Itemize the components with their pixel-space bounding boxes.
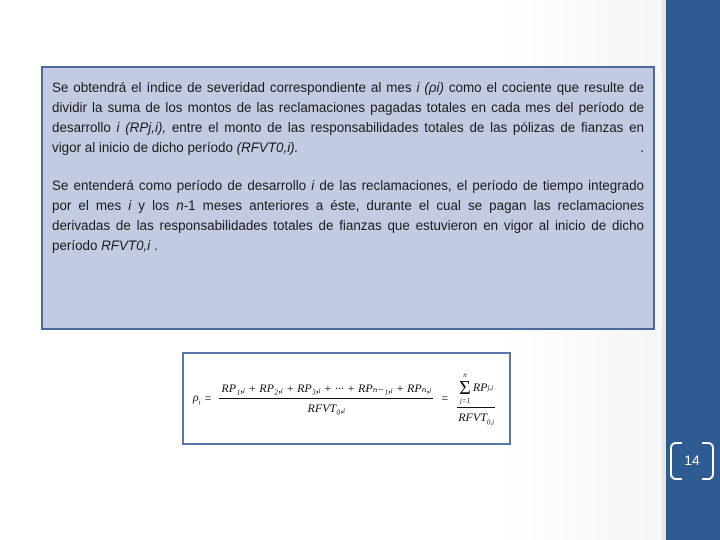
para2-italic-1: i xyxy=(311,178,315,193)
summation-symbol: n Σ j=1 xyxy=(459,370,471,405)
formula-denominator-1: RFVT₀,ᵢ xyxy=(307,400,346,415)
formula-numerator-1: RP₁,ᵢ + RP₂,ᵢ + RP₃,ᵢ + ··· + RPₙ₋₁,ᵢ + RPₙ,ᵢ xyxy=(219,381,433,399)
slide-number-bracket-left xyxy=(670,442,682,480)
para1-italic-2: i (RPj,i), xyxy=(116,120,167,135)
para1-text-3: entre el monto de las responsabilidades totales de las pólizas de fianzas en vigor al inicio de dicho período xyxy=(52,120,644,155)
paragraph-development-period xyxy=(52,176,644,256)
para2-text-4: -1 meses anteriores a éste, durante el cual se pagan las reclamaciones derivadas de las responsabilidades totales de fianzas que estuvieron en vigor al inicio de dicho período xyxy=(52,198,644,253)
formula-fraction-1 xyxy=(219,381,433,416)
slide-number-bracket-right xyxy=(702,442,714,480)
para2-text-1: Se entenderá como período de desarrollo xyxy=(52,178,312,193)
paragraph-severity-index xyxy=(52,78,644,158)
para1-trailing-dot: . xyxy=(640,140,644,155)
para2-text-5: . xyxy=(150,238,158,253)
formula-lhs: $\rho_i$ xyxy=(192,390,201,407)
para2-italic-2: i xyxy=(128,198,132,213)
formula-equals-2: = xyxy=(441,390,449,405)
para1-text-2: como el cociente que resulte de dividir la suma de los montos de las reclamaciones pagadas totales en cada mes del período de desarrollo xyxy=(52,80,644,135)
formula-equals-1: = xyxy=(204,390,212,405)
para1-italic-1: i (ρi) xyxy=(416,80,444,95)
para2-text-2: de las reclamaciones, el período de tiempo integrado por el mes xyxy=(52,178,644,213)
text-panel xyxy=(41,66,655,330)
para2-italic-4: RFVT0,i xyxy=(101,238,151,253)
formula-denominator-2: $RFVT_{0,i}$ xyxy=(458,409,495,427)
severity-formula xyxy=(193,371,500,426)
formula-fraction-2 xyxy=(456,371,496,426)
para1-italic-3: (RFVT0,i). xyxy=(236,140,299,155)
para2-italic-3: n xyxy=(176,198,184,213)
para2-text-3: y los xyxy=(131,198,177,213)
para1-text-1: Se obtendrá el índice de severidad correspondiente al mes xyxy=(52,80,417,95)
slide-number: 14 xyxy=(684,452,700,468)
formula-box xyxy=(182,352,511,445)
formula-numerator-2: n Σ j=1 RP j,i xyxy=(457,371,495,408)
slide-number-box xyxy=(670,442,714,478)
